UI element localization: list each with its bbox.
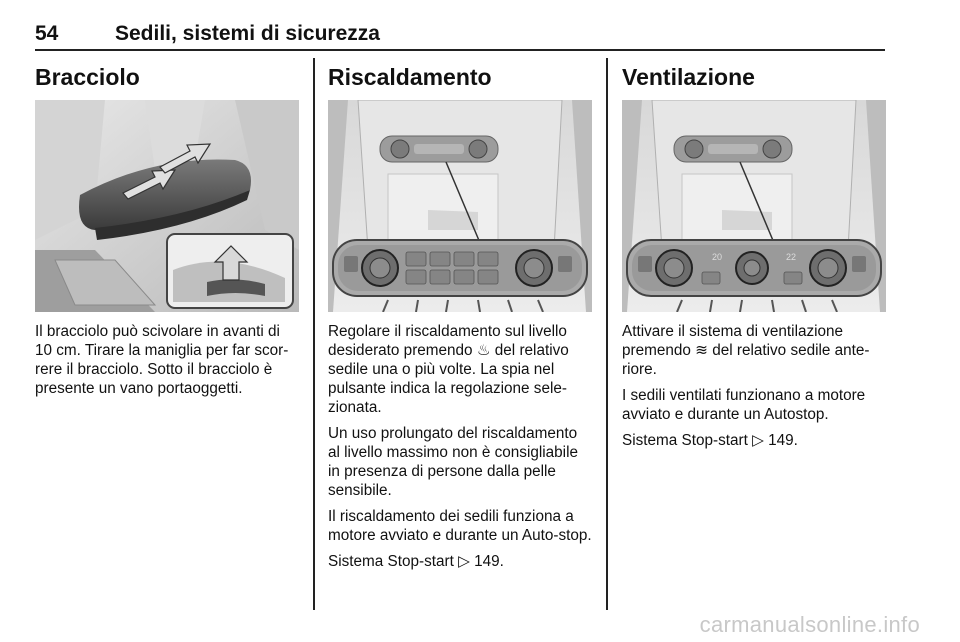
bracciolo-paragraph: Il bracciolo può scivolare in avanti di 10 cm. Tirare la maniglia per far scor-rere il bracciolo. Sotto il bracciolo è presente un vano portaoggetti.: [35, 323, 289, 397]
column-divider: [606, 58, 608, 610]
header-rule: [35, 49, 885, 51]
heading-riscaldamento: Riscaldamento: [328, 64, 492, 90]
heading-bracciolo: Bracciolo: [35, 64, 140, 90]
armrest-illustration: [35, 100, 299, 312]
column-riscaldamento: [328, 58, 592, 578]
column-divider: [313, 58, 315, 610]
bracciolo-text: [35, 322, 299, 398]
panel-temp-left: 20: [712, 252, 723, 262]
riscaldamento-text: [328, 322, 592, 571]
ventilazione-paragraph-1: Attivare il sistema di ventilazione premendo ≋ del relativo sedile ante-riore.: [622, 323, 870, 378]
column-ventilazione: [622, 58, 886, 457]
climate-panel-illustration-ventilation: [622, 100, 886, 312]
page-number: 54: [35, 22, 59, 45]
seat-heat-icon: ♨: [476, 341, 491, 359]
ventilazione-paragraph-2: I sedili ventilati funzionano a motore avviato e durante un Autostop.: [622, 387, 866, 423]
heading-ventilazione: Ventilazione: [622, 64, 755, 90]
column-bracciolo: [35, 58, 299, 405]
watermark: carmanualsonline.info: [699, 612, 920, 637]
riscaldamento-paragraph-1: Regolare il riscaldamento sul livello desiderato premendo ♨ del relativo sedile una o più volte. La spia nel pulsante indica la regolazione sele-zionata.: [328, 323, 569, 416]
ventilazione-text: [622, 322, 886, 450]
seat-vent-icon: ≋: [695, 341, 708, 359]
ventilazione-paragraph-3: Sistema Stop-start ▷ 149.: [622, 431, 798, 449]
riscaldamento-paragraph-4: Sistema Stop-start ▷ 149.: [328, 552, 504, 570]
climate-panel-illustration-heating: [328, 100, 592, 312]
page-ref-icon: ▷: [752, 431, 764, 449]
riscaldamento-paragraph-2: Un uso prolungato del riscaldamento al livello massimo non è consigliabile in presenza di persone dalla pelle sensibile.: [328, 425, 578, 499]
page-header: [35, 22, 885, 50]
page-ref-icon: ▷: [458, 552, 470, 570]
riscaldamento-paragraph-3: Il riscaldamento dei sedili funziona a motore avviato e durante un Auto-stop.: [328, 508, 592, 544]
section-title: Sedili, sistemi di sicurezza: [115, 22, 380, 45]
panel-temp-right: 22: [786, 252, 797, 262]
